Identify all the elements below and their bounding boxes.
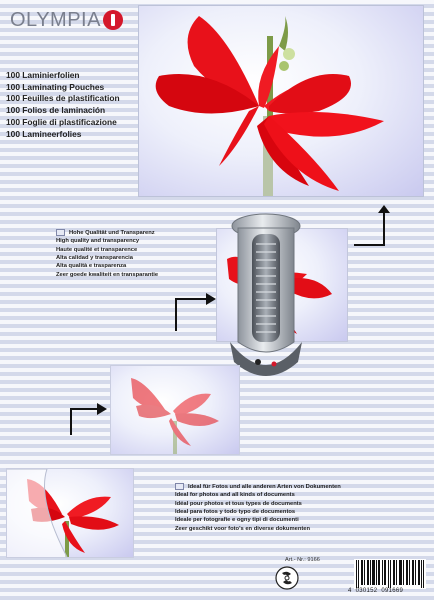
feature-item: Alta qualità e trasparenza <box>56 263 127 270</box>
gruener-punkt-icon <box>275 566 299 590</box>
feature-item: Haute qualité et transparence <box>56 246 138 253</box>
feature-item: Ideal for photos and all kinds of documents <box>175 492 295 499</box>
checkbox-icon <box>56 229 65 236</box>
amaryllis-photo-laminated <box>138 5 424 197</box>
amaryllis-flower-image <box>139 6 423 196</box>
article-number: Art.- Nr.: 9166 <box>285 557 320 563</box>
amaryllis-flower-image <box>7 469 133 557</box>
feature-item: Alta calidad y transparencia <box>56 254 134 261</box>
product-line: 100 Laminierfolien <box>6 70 80 80</box>
quality-feature-list <box>56 229 158 279</box>
amaryllis-flower-image <box>111 366 239 454</box>
feature-item: Zeer geschikt voor foto's en diverse dokumenten <box>175 525 311 532</box>
laminator-device <box>228 212 304 382</box>
barcode <box>354 559 426 589</box>
amaryllis-photo-transparent <box>110 365 240 455</box>
feature-text: Ideal für Fotos und alle anderen Arten von Dokumenten <box>188 484 341 491</box>
product-line: 100 Lamineerfolies <box>6 128 82 139</box>
product-line: 100 Folios de laminación <box>6 105 106 116</box>
feature-item: Ideale per fotografie e ogny tipi di documenti <box>175 517 299 524</box>
product-line: 100 Laminating Pouches <box>6 81 105 92</box>
product-description <box>6 70 136 140</box>
brand-logo-icon <box>103 10 123 30</box>
feature-item: Ideal para fotos y todo typo de documentos <box>175 508 296 515</box>
amaryllis-photo-pouch <box>6 468 134 558</box>
checkbox-icon <box>175 483 184 490</box>
brand-name: OLYMPIA <box>10 8 101 31</box>
feature-item: Zeer goede kwaliteit en transparantie <box>56 271 159 278</box>
feature-item: Idéal pour photos et tous types de documents <box>175 500 302 507</box>
product-line: 100 Feuilles de plastification <box>6 93 120 104</box>
feature-text: Hohe Qualität und Transparenz <box>69 230 155 237</box>
arrow-up-icon <box>352 203 392 249</box>
product-line: 100 Foglie di plastificazione <box>6 116 117 127</box>
usage-feature-list <box>175 483 341 533</box>
feature-item <box>175 483 341 491</box>
feature-item <box>56 229 158 237</box>
brand-logo <box>10 6 123 34</box>
arrow-right-icon <box>172 293 218 333</box>
arrow-right-icon <box>68 403 108 437</box>
barcode-number: 4 030152 091669 <box>348 588 404 594</box>
feature-item: High quality and transparency <box>56 238 140 245</box>
